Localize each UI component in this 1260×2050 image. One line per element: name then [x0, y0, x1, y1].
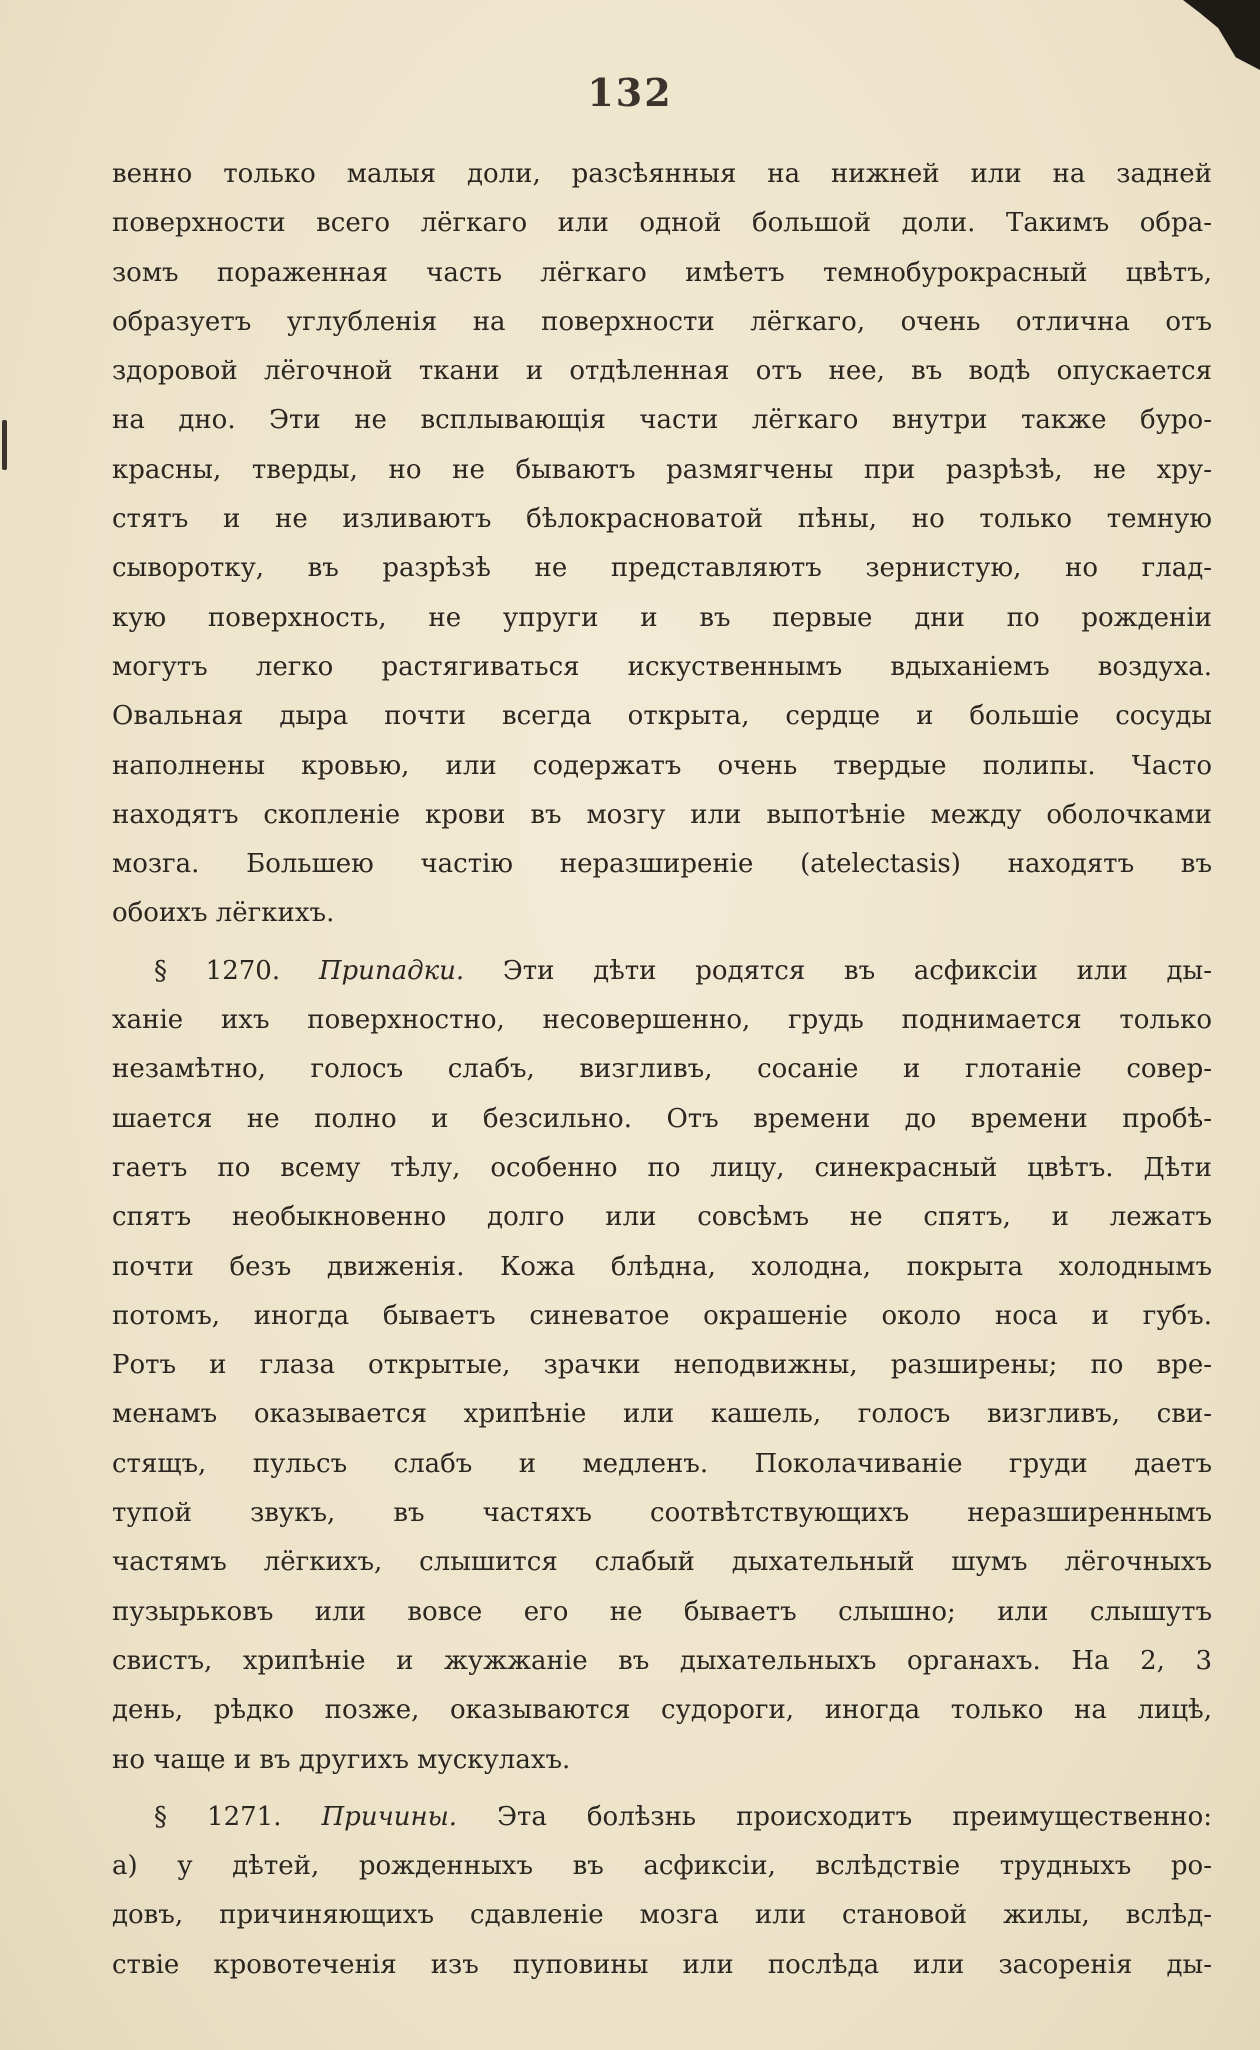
text-line: пузырьковъ или вовсе его не бываетъ слышно; или слышутъ — [112, 1596, 1212, 1627]
page-body — [112, 150, 1212, 1990]
text-line: довъ, причиняющихъ сдавленіе мозга или становой жилы, вслѣд- — [112, 1900, 1212, 1931]
section-1270 — [112, 947, 1212, 1785]
paragraph-continuation — [112, 150, 1212, 939]
text-line: ствіе кровотеченія изъ пуповины или послѣда или засоренія ды- — [112, 1949, 1212, 1980]
section-1271 — [112, 1793, 1212, 1990]
text-line: образуетъ углубленія на поверхности лёгкаго, очень отлична отъ — [112, 306, 1212, 337]
text-line: зомъ пораженная часть лёгкаго имѣетъ темнобурокрасный цвѣтъ, — [112, 257, 1212, 288]
section-number: § 1271. — [154, 1801, 282, 1832]
text-line: частямъ лёгкихъ, слышится слабый дыхательный шумъ лёгочныхъ — [112, 1547, 1212, 1578]
text-line: Ротъ и глаза открытые, зрачки неподвижны, разширены; по вре- — [112, 1350, 1212, 1381]
section-number: § 1270. — [154, 955, 281, 986]
text-line: сыворотку, въ разрѣзѣ не представляютъ зернистую, но глад- — [112, 553, 1212, 584]
text-line: находятъ скопленіе крови въ мозгу или выпотѣніе между оболочками — [112, 799, 1212, 830]
text-line: шается не полно и безсильно. Отъ времени до времени пробѣ- — [112, 1103, 1212, 1134]
text-line: тупой звукъ, въ частяхъ соотвѣтствующихъ неразширеннымъ — [112, 1498, 1212, 1529]
section-first-line: Эта болѣзнь происходитъ преимущественно: — [497, 1801, 1213, 1832]
text-line: свистъ, хрипѣніе и жужжаніе въ дыхательныхъ органахъ. На 2, 3 — [112, 1645, 1212, 1676]
text-line: венно только малыя доли, разсѣянныя на нижней или на задней — [112, 159, 1212, 189]
text-line: спятъ необыкновенно долго или совсѣмъ не спятъ, и лежатъ — [112, 1202, 1212, 1233]
text-line: здоровой лёгочной ткани и отдѣленная отъ нее, въ водѣ опускается — [112, 356, 1212, 387]
text-line: красны, тверды, но не бываютъ размягчены при разрѣзѣ, не хру- — [112, 454, 1212, 485]
text-line: почти безъ движенія. Кожа блѣдна, холодна, покрыта холоднымъ — [112, 1251, 1212, 1282]
text-line: наполнены кровью, или содержатъ очень твердые полипы. Часто — [112, 750, 1212, 781]
text-line: незамѣтно, голосъ слабъ, визгливъ, сосаніе и глотаніе совер- — [112, 1054, 1212, 1085]
text-line: Овальная дыра почти всегда открыта, сердце и большіе сосуды — [112, 701, 1212, 732]
text-line: потомъ, иногда бываетъ синеватое окрашеніе около носа и губъ. — [112, 1300, 1212, 1331]
text-line: обоихъ лёгкихъ. — [112, 898, 335, 929]
text-line: мозга. Большею частію неразширеніе (atelectasis) находятъ въ — [112, 849, 1212, 880]
text-line: менамъ оказывается хрипѣніе или кашель, голосъ визгливъ, сви- — [112, 1399, 1212, 1430]
section-heading-line — [112, 1793, 1212, 1842]
margin-mark — [2, 420, 7, 470]
text-line: день, рѣдко позже, оказываются судороги, иногда только на лицѣ, — [112, 1695, 1212, 1726]
section-first-line: Эти дѣти родятся въ асфиксіи или ды- — [502, 955, 1213, 986]
section-title: Причины. — [321, 1801, 458, 1832]
text-line: ханіе ихъ поверхностно, несовершенно, грудь поднимается только — [112, 1005, 1212, 1036]
section-title: Припадки. — [318, 955, 465, 986]
text-line: но чаще и въ другихъ мускулахъ. — [112, 1744, 571, 1775]
text-line: могутъ легко растягиваться искуственнымъ вдыханіемъ воздуха. — [112, 651, 1212, 682]
text-line: на дно. Эти не всплывающія части лёгкаго внутри также буро- — [112, 405, 1212, 436]
text-line: гаетъ по всему тѣлу, особенно по лицу, синекрасный цвѣтъ. Дѣти — [112, 1152, 1212, 1183]
text-line: кую поверхность, не упруги и въ первые дни по рожденіи — [112, 602, 1212, 633]
text-line: а) у дѣтей, рожденныхъ въ асфиксіи, вслѣдствіе трудныхъ ро- — [112, 1851, 1212, 1882]
text-line: поверхности всего лёгкаго или одной большой доли. Такимъ обра- — [112, 208, 1212, 239]
page-number: 132 — [587, 70, 673, 115]
text-line: стятъ и не изливаютъ бѣлокрасноватой пѣны, но только темную — [112, 504, 1212, 535]
section-heading-line — [112, 947, 1212, 996]
text-line: стящъ, пульсъ слабъ и медленъ. Поколачиваніе груди даетъ — [112, 1448, 1212, 1479]
